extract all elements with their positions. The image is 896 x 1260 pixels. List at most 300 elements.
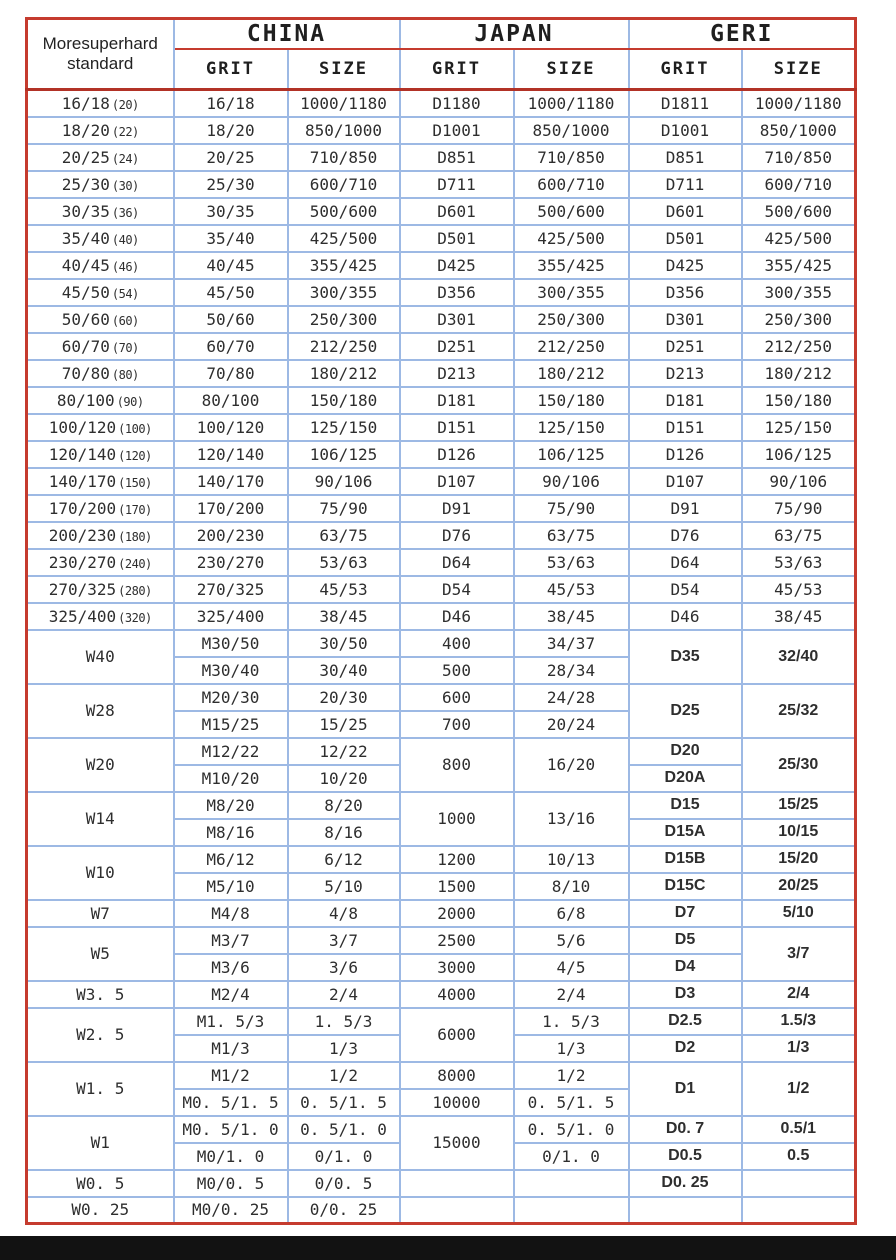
japan-grit-cell <box>400 495 514 522</box>
china-grit-value: M12/22 <box>201 741 260 761</box>
japan-size-cell <box>514 441 629 468</box>
japan-size-cell <box>514 1089 629 1116</box>
china-grit-cell <box>174 441 288 468</box>
geri-size-value: 5/10 <box>782 904 814 921</box>
china-grit-value: M3/6 <box>211 957 250 977</box>
china-grit-cell <box>174 549 288 576</box>
china-size-cell <box>288 90 400 117</box>
china-grit-cell <box>174 873 288 900</box>
standard-value: 100/120 <box>48 417 117 437</box>
table-row <box>27 171 856 198</box>
china-size-value: 0. 5/1. 0 <box>300 1119 387 1139</box>
japan-grit-cell <box>400 117 514 144</box>
table-row <box>27 603 856 630</box>
standard-cell <box>27 90 174 117</box>
china-grit-cell <box>174 90 288 117</box>
geri-size-value: 25/32 <box>778 701 819 719</box>
japan-size-cell <box>514 684 629 711</box>
standard-cell <box>27 387 174 414</box>
geri-size-value: 45/53 <box>774 579 823 599</box>
japan-grit-value: D601 <box>437 201 476 221</box>
china-size-cell <box>288 1008 400 1035</box>
geri-size-cell <box>742 387 856 414</box>
china-grit-cell <box>174 225 288 252</box>
china-grit-cell <box>174 1197 288 1224</box>
china-size-cell <box>288 954 400 981</box>
standard-value: 140/170 <box>48 471 117 491</box>
japan-grit-value: D91 <box>442 498 471 518</box>
geri-grit-cell <box>629 684 742 738</box>
japan-size-value: 250/300 <box>537 309 605 329</box>
standard-alt-value: (170) <box>118 502 152 517</box>
japan-size-cell <box>514 252 629 279</box>
japan-grit-cell <box>400 387 514 414</box>
china-size-cell <box>288 981 400 1008</box>
china-size-cell <box>288 1143 400 1170</box>
geri-grit-cell <box>629 792 742 819</box>
china-size-value: 500/600 <box>309 201 378 221</box>
geri-size-value: 1.5/3 <box>780 1012 817 1029</box>
geri-grit-cell <box>629 954 742 981</box>
geri-size-value: 3/7 <box>787 944 810 962</box>
japan-size-cell <box>514 144 629 171</box>
geri-grit-value: D301 <box>665 309 705 329</box>
standard-value: W1. 5 <box>76 1079 125 1098</box>
japan-size-value: 6/8 <box>556 903 586 923</box>
standard-value: 270/325 <box>48 579 117 599</box>
geri-grit-header: GRIT <box>629 49 742 90</box>
table-row <box>27 117 856 144</box>
table-row <box>27 225 856 252</box>
china-grit-value: 140/170 <box>196 471 265 491</box>
japan-grit-value: 500 <box>442 660 471 680</box>
japan-grit-cell <box>400 144 514 171</box>
china-size-cell <box>288 171 400 198</box>
china-grit-cell <box>174 684 288 711</box>
table-row <box>27 441 856 468</box>
china-grit-value: 16/18 <box>206 93 255 113</box>
china-size-value: 20/30 <box>319 687 368 707</box>
china-grit-value: M0/0. 5 <box>196 1173 265 1193</box>
japan-size-cell <box>514 900 629 927</box>
china-grit-cell <box>174 495 288 522</box>
geri-size-cell <box>742 252 856 279</box>
geri-size-cell <box>742 738 856 792</box>
geri-size-value: 63/75 <box>774 525 823 545</box>
geri-size-cell <box>742 1062 856 1116</box>
china-grit-value: M0/1. 0 <box>196 1146 265 1166</box>
japan-size-value: 8/10 <box>551 876 591 896</box>
china-size-value: 850/1000 <box>304 120 383 140</box>
geri-size-value: 75/90 <box>774 498 823 518</box>
china-grit-cell <box>174 630 288 657</box>
table-row <box>27 1170 856 1197</box>
geri-grit-value: D1 <box>674 1079 696 1097</box>
geri-grit-value: D25 <box>670 701 700 719</box>
standard-alt-value: (90) <box>116 394 144 409</box>
geri-grit-cell <box>629 144 742 171</box>
geri-size-value: 710/850 <box>764 147 832 167</box>
china-grit-cell <box>174 333 288 360</box>
japan-size-cell <box>514 630 629 657</box>
geri-size-cell <box>742 198 856 225</box>
standard-value: 40/45 <box>61 255 110 275</box>
japan-grit-cell <box>400 171 514 198</box>
china-grit-value: 40/45 <box>206 255 255 275</box>
china-grit-value: 25/30 <box>206 174 255 194</box>
japan-grit-cell <box>400 603 514 630</box>
geri-size-cell <box>742 1008 856 1035</box>
japan-grit-cell <box>400 1116 514 1170</box>
standard-value: W1 <box>90 1133 110 1152</box>
china-grit-cell <box>174 846 288 873</box>
standard-value: 50/60 <box>61 309 110 329</box>
china-size-cell <box>288 306 400 333</box>
japan-size-cell <box>514 846 629 873</box>
standard-cell <box>27 603 174 630</box>
china-grit-header: GRIT <box>174 49 288 90</box>
japan-grit-cell <box>400 576 514 603</box>
japan-size-cell <box>514 927 629 954</box>
china-size-value: 90/106 <box>314 471 373 491</box>
standard-value: W10 <box>85 863 115 882</box>
china-size-value: 600/710 <box>309 174 378 194</box>
china-size-value: 0/0. 25 <box>309 1200 378 1220</box>
china-grit-value: M1/3 <box>211 1038 250 1058</box>
standard-cell <box>27 360 174 387</box>
japan-size-cell <box>514 522 629 549</box>
japan-size-cell <box>514 873 629 900</box>
china-grit-cell <box>174 1170 288 1197</box>
china-grit-value: 60/70 <box>206 336 255 356</box>
china-grit-value: M15/25 <box>201 714 260 734</box>
geri-grit-value: D3 <box>674 985 696 1002</box>
geri-size-cell <box>742 927 856 981</box>
standard-alt-value: (40) <box>111 232 139 247</box>
standard-value: 25/30 <box>61 174 110 194</box>
china-grit-value: 100/120 <box>196 417 265 437</box>
japan-size-value: 125/150 <box>537 417 605 437</box>
china-size-value: 106/125 <box>309 444 378 464</box>
japan-size-value: 0. 5/1. 5 <box>527 1092 615 1112</box>
japan-size-value: 28/34 <box>546 660 596 680</box>
china-grit-cell <box>174 711 288 738</box>
china-grit-cell <box>174 1062 288 1089</box>
geri-grit-cell <box>629 1008 742 1035</box>
standard-cell <box>27 1062 174 1116</box>
japan-grit-value: 1200 <box>437 849 476 869</box>
geri-grit-cell <box>629 279 742 306</box>
china-grit-cell <box>174 900 288 927</box>
japan-grit-cell <box>400 711 514 738</box>
standard-value: 230/270 <box>48 552 117 572</box>
geri-grit-cell <box>629 1197 742 1224</box>
geri-grit-value: D2.5 <box>668 1012 702 1029</box>
japan-grit-value: D301 <box>437 309 476 329</box>
china-size-cell <box>288 819 400 846</box>
japan-size-cell <box>514 333 629 360</box>
geri-size-value: 212/250 <box>764 336 832 356</box>
china-size-cell <box>288 630 400 657</box>
standard-value: W20 <box>85 755 115 774</box>
china-grit-cell <box>174 1143 288 1170</box>
table-row <box>27 279 856 306</box>
japan-grit-value: 15000 <box>432 1133 481 1152</box>
standard-value: 16/18 <box>61 93 110 113</box>
japan-size-cell <box>514 171 629 198</box>
japan-size-cell <box>514 981 629 1008</box>
china-grit-cell <box>174 360 288 387</box>
geri-size-value: 850/1000 <box>759 120 837 140</box>
standard-cell <box>27 468 174 495</box>
japan-grit-cell <box>400 198 514 225</box>
china-grit-cell <box>174 117 288 144</box>
japan-grit-cell <box>400 306 514 333</box>
geri-size-value: 90/106 <box>769 471 828 491</box>
geri-size-cell <box>742 576 856 603</box>
geri-grit-cell <box>629 1170 742 1197</box>
geri-size-cell <box>742 90 856 117</box>
china-size-value: 30/40 <box>319 660 368 680</box>
standard-value: W40 <box>85 647 115 666</box>
japan-grit-cell <box>400 360 514 387</box>
china-size-value: 63/75 <box>319 525 368 545</box>
group-header-japan: JAPAN <box>400 19 629 49</box>
japan-grit-value: D46 <box>442 606 471 626</box>
china-size-cell <box>288 1089 400 1116</box>
geri-size-value: 180/212 <box>764 363 832 383</box>
geri-size-value: 20/25 <box>778 877 819 894</box>
table-row <box>27 333 856 360</box>
standard-value: 60/70 <box>61 336 110 356</box>
japan-grit-value: D64 <box>442 552 471 572</box>
standard-cell <box>27 1008 174 1062</box>
geri-size-value: 25/30 <box>778 755 819 773</box>
japan-size-value: 4/5 <box>556 957 586 977</box>
china-grit-value: M1/2 <box>211 1065 250 1085</box>
table-row <box>27 900 856 927</box>
japan-size-value: 2/4 <box>556 984 586 1004</box>
geri-grit-cell <box>629 549 742 576</box>
geri-grit-cell <box>629 630 742 684</box>
table-row <box>27 738 856 765</box>
china-size-cell <box>288 711 400 738</box>
japan-grit-value: 6000 <box>437 1025 476 1044</box>
japan-grit-value: 10000 <box>432 1092 481 1112</box>
china-size-cell <box>288 1062 400 1089</box>
geri-size-value: 1/2 <box>787 1079 810 1097</box>
china-grit-value: M8/20 <box>206 795 255 815</box>
china-grit-value: 35/40 <box>206 228 255 248</box>
china-size-value: 0/0. 5 <box>314 1173 373 1193</box>
china-grit-value: M10/20 <box>201 768 260 788</box>
china-size-value: 710/850 <box>309 147 378 167</box>
china-grit-value: 230/270 <box>196 552 265 572</box>
japan-size-value: 24/28 <box>546 687 596 707</box>
japan-grit-header: GRIT <box>400 49 514 90</box>
china-size-cell <box>288 846 400 873</box>
china-grit-value: M4/8 <box>211 903 250 923</box>
china-grit-value: M3/7 <box>211 930 250 950</box>
japan-grit-value: D107 <box>437 471 476 491</box>
china-size-cell <box>288 252 400 279</box>
japan-size-value: 600/710 <box>537 174 605 194</box>
china-size-value: 30/50 <box>319 633 368 653</box>
standard-alt-value: (280) <box>118 583 152 598</box>
japan-grit-value: D54 <box>442 579 471 599</box>
standard-alt-value: (46) <box>111 259 139 274</box>
china-size-value: 300/355 <box>309 282 378 302</box>
geri-size-cell <box>742 1035 856 1062</box>
japan-grit-cell <box>400 1008 514 1062</box>
china-size-value: 0. 5/1. 5 <box>300 1092 387 1112</box>
geri-grit-value: D76 <box>670 525 700 545</box>
geri-size-cell <box>742 360 856 387</box>
china-size-cell <box>288 117 400 144</box>
japan-size-value: 90/106 <box>542 471 600 491</box>
geri-grit-cell <box>629 414 742 441</box>
geri-size-cell <box>742 468 856 495</box>
japan-size-cell <box>514 225 629 252</box>
geri-grit-value: D711 <box>665 174 705 194</box>
standard-value: W28 <box>85 701 115 720</box>
china-grit-value: 170/200 <box>196 498 265 518</box>
standard-alt-value: (20) <box>111 97 139 112</box>
japan-grit-cell <box>400 225 514 252</box>
china-size-cell <box>288 279 400 306</box>
geri-grit-cell <box>629 117 742 144</box>
geri-grit-value: D15 <box>670 796 700 813</box>
table-row <box>27 927 856 954</box>
geri-size-cell <box>742 522 856 549</box>
japan-grit-value: D425 <box>437 255 476 275</box>
geri-grit-value: D20 <box>670 742 700 759</box>
china-size-cell <box>288 414 400 441</box>
standard-cell <box>27 144 174 171</box>
geri-grit-value: D501 <box>665 228 705 248</box>
china-grit-cell <box>174 468 288 495</box>
japan-size-value: 45/53 <box>546 579 596 599</box>
standard-value: 80/100 <box>56 390 115 410</box>
japan-grit-value: 4000 <box>437 984 476 1004</box>
japan-grit-cell <box>400 981 514 1008</box>
japan-size-cell <box>514 279 629 306</box>
table-row <box>27 846 856 873</box>
japan-size-cell <box>514 1116 629 1143</box>
standard-value: W5 <box>90 944 110 963</box>
geri-size-cell <box>742 981 856 1008</box>
japan-size-value: 1/3 <box>556 1038 586 1058</box>
geri-size-value: 125/150 <box>764 417 832 437</box>
standard-header: Moresuperhard standard <box>27 19 174 90</box>
china-grit-value: M2/4 <box>211 984 250 1004</box>
geri-grit-value: D15A <box>664 823 706 840</box>
geri-grit-cell <box>629 90 742 117</box>
china-grit-cell <box>174 927 288 954</box>
table-row <box>27 792 856 819</box>
geri-grit-cell <box>629 603 742 630</box>
china-size-cell <box>288 333 400 360</box>
geri-size-cell <box>742 630 856 684</box>
geri-size-value: 15/20 <box>778 850 819 867</box>
china-grit-cell <box>174 1089 288 1116</box>
china-grit-cell <box>174 144 288 171</box>
japan-grit-value: 700 <box>442 714 471 734</box>
china-grit-value: M8/16 <box>206 822 255 842</box>
standard-alt-value: (30) <box>111 178 139 193</box>
standard-alt-value: (80) <box>111 367 139 382</box>
geri-grit-cell <box>629 927 742 954</box>
geri-grit-value: D91 <box>670 498 700 518</box>
japan-size-value: 75/90 <box>546 498 596 518</box>
bottom-dark-strip <box>0 1236 896 1260</box>
china-grit-value: 120/140 <box>196 444 265 464</box>
geri-size-value: 32/40 <box>778 647 819 665</box>
standard-alt-value: (70) <box>111 340 139 355</box>
japan-size-value: 1/2 <box>556 1065 586 1085</box>
standard-alt-value: (54) <box>111 286 139 301</box>
geri-grit-cell <box>629 252 742 279</box>
standard-cell <box>27 900 174 927</box>
china-grit-value: M1. 5/3 <box>196 1011 265 1031</box>
china-grit-cell <box>174 576 288 603</box>
geri-size-value: 600/710 <box>764 174 832 194</box>
geri-size-cell <box>742 684 856 738</box>
china-size-cell <box>288 873 400 900</box>
china-size-value: 15/25 <box>319 714 368 734</box>
standard-value: W0. 25 <box>71 1200 130 1220</box>
japan-size-value: 20/24 <box>546 714 596 734</box>
japan-size-value: 63/75 <box>546 525 596 545</box>
china-size-cell <box>288 144 400 171</box>
geri-grit-cell <box>629 1116 742 1143</box>
standard-value: 35/40 <box>61 228 110 248</box>
japan-grit-cell <box>400 1062 514 1089</box>
china-grit-value: 200/230 <box>196 525 265 545</box>
japan-grit-cell <box>400 414 514 441</box>
japan-size-cell <box>514 306 629 333</box>
china-size-value: 38/45 <box>319 606 368 626</box>
standard-value: 18/20 <box>61 120 110 140</box>
japan-grit-cell <box>400 954 514 981</box>
japan-size-cell <box>514 657 629 684</box>
geri-grit-value: D1001 <box>660 120 710 140</box>
geri-size-cell <box>742 792 856 819</box>
standard-alt-value: (36) <box>111 205 139 220</box>
geri-grit-value: D251 <box>665 336 705 356</box>
geri-grit-value: D0. 7 <box>665 1120 705 1137</box>
japan-grit-value: D76 <box>442 525 471 545</box>
japan-grit-cell <box>400 873 514 900</box>
geri-size-value: 0.5/1 <box>780 1120 817 1137</box>
china-grit-cell <box>174 387 288 414</box>
china-grit-cell <box>174 819 288 846</box>
table-row <box>27 90 856 117</box>
china-grit-cell <box>174 954 288 981</box>
japan-grit-cell <box>400 522 514 549</box>
china-grit-cell <box>174 171 288 198</box>
japan-grit-value: 3000 <box>437 957 476 977</box>
geri-grit-cell <box>629 900 742 927</box>
table-row <box>27 522 856 549</box>
china-grit-cell <box>174 1008 288 1035</box>
group-header-china: CHINA <box>174 19 400 49</box>
china-size-cell <box>288 792 400 819</box>
china-size-value: 1000/1180 <box>300 93 387 113</box>
table-row <box>27 981 856 1008</box>
geri-grit-value: D181 <box>665 390 705 410</box>
japan-grit-cell <box>400 279 514 306</box>
